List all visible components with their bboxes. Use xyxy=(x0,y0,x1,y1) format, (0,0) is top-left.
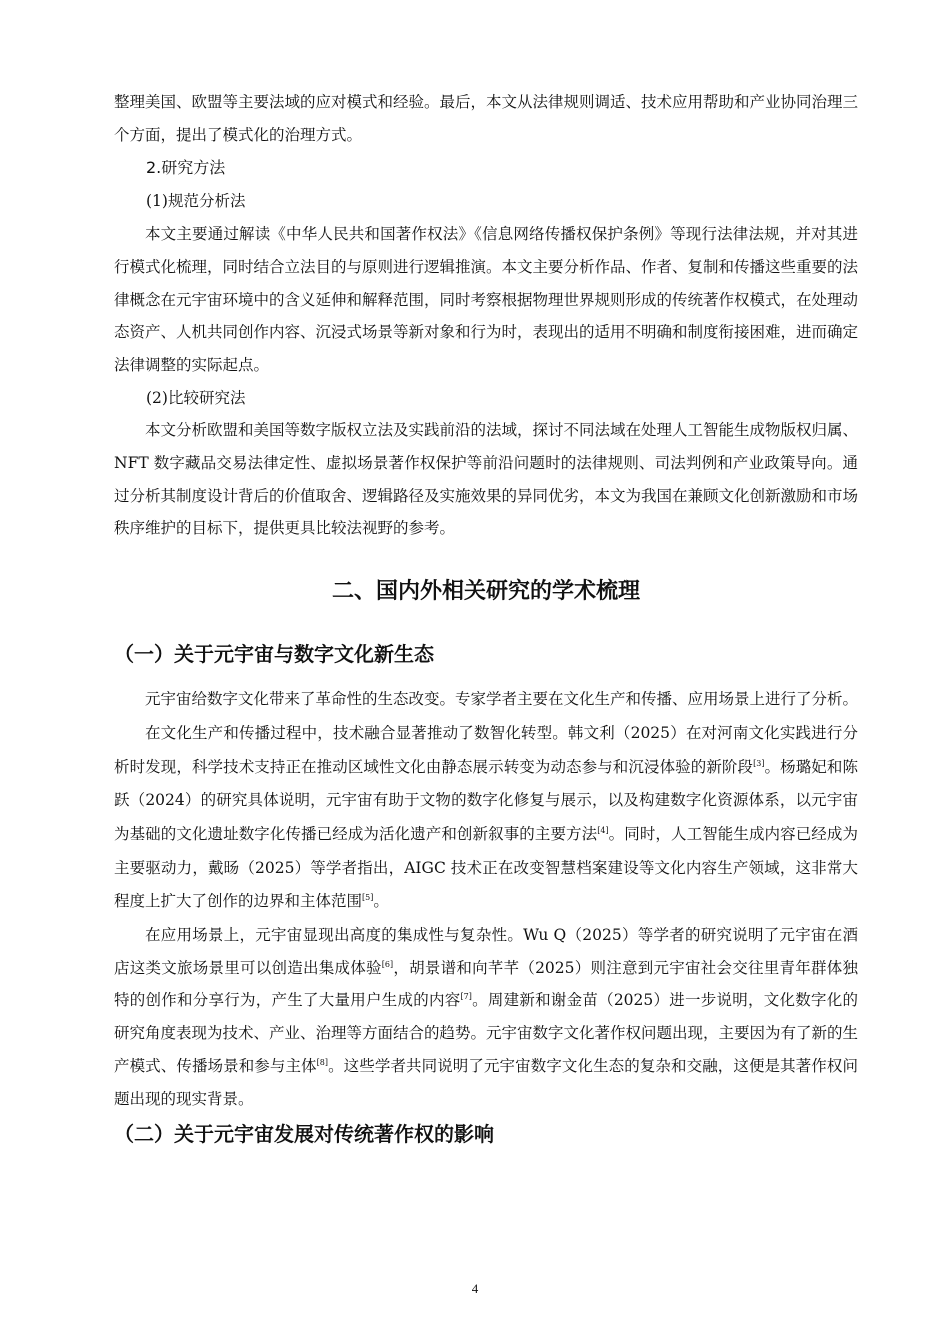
heading-normative-analysis: (1)规范分析法 xyxy=(146,192,246,211)
citation-4: [4] xyxy=(597,825,609,835)
section-1-title: （一）关于元宇宙与数字文化新生态 xyxy=(114,642,434,667)
text-run: 。 xyxy=(373,892,389,911)
text-run: 。同时，人工智能生成内容已经成为主要驱动力，戴旸（2025）等学者指出，AIGC 技术正在改变智慧档案建设等文化内容生产领域，这非常大程度上扩大了创作的边界和主体范围 xyxy=(114,824,858,911)
heading-comparative-research: (2)比较研究法 xyxy=(146,388,246,407)
text-run: 。杨璐妃和陈跃（2024）的研究具体说明，元宇宙有助于文物的数字化修复与展示，以及构建数字化资源体系，以元宇宙为基础的文化遗址数字化传播已经成为活化遗产和创新叙事的主要方法 xyxy=(114,757,858,843)
paragraph-comparative-research: 本文分析欧盟和美国等数字版权立法及实践前沿的法域，探讨不同法域在处理人工智能生成物版权归属、NFT 数字藏品交易法律定性、虚拟场景著作权保护等前沿问题时的法律规则、司法判例和产业政策导向。通过分析其制度设计背后的价值取舍、逻辑路径及实施效果的异同优劣，本文为我国在兼顾文化创新激励和市场秩序维护的目标下，提供更具比较法视野的参考。 xyxy=(114,421,859,538)
citation-5: [5] xyxy=(362,893,374,903)
text-run: 。周建新和谢金苗（2025）进一步说明，文化数字化的研究角度表现为技术、产业、治理等方面结合的趋势。元宇宙数字文化著作权问题出现，主要因为有了新的生产模式、传播场景和参与主体 xyxy=(114,991,859,1075)
heading-research-methods: 2.研究方法 xyxy=(146,158,226,178)
text-run: ，胡景谱和向芊芊（2025）则注意到元宇宙社会交往里青年群体独特的创作和分享行为，产生了大量用户生成的内容 xyxy=(114,958,858,1010)
section-1-paragraph-2 xyxy=(114,717,858,919)
section-2-title: （二）关于元宇宙发展对传统著作权的影响 xyxy=(114,1122,494,1147)
page-content xyxy=(114,86,858,1163)
section-1-paragraph-3 xyxy=(114,919,858,1115)
chapter-title: 二、国内外相关研究的学术梳理 xyxy=(331,579,640,605)
page-number: 4 xyxy=(471,1281,479,1296)
text-run: 在文化生产和传播过程中，技术融合显著推动了数智化转型。韩文利（2025）在对河南文化实践进行分析时发现，科学技术支持正在推动区域性文化由静态展示转变为动态参与和沉浸体验的新阶段 xyxy=(114,723,858,776)
citation-8: [8] xyxy=(316,1057,328,1067)
text-run: 。这些学者共同说明了元宇宙数字文化生态的复杂和交融，这便是其著作权问题出现的现实背景。 xyxy=(114,1056,858,1108)
text-run: 在应用场景上，元宇宙显现出高度的集成性与复杂性。Wu Q（2025）等学者的研究说明了元宇宙在酒店这类文旅场景里可以创造出集成体验 xyxy=(114,926,858,977)
citation-6: [6] xyxy=(381,959,394,969)
paragraph-normative-analysis: 本文主要通过解读《中华人民共和国著作权法》《信息网络传播权保护条例》等现行法律法规，并对其进行模式化梳理，同时结合立法目的与原则进行逻辑推演。本文主要分析作品、作者、复制和传播这些重要的法律概念在元宇宙环境中的含义延伸和解释范围，同时考察根据物理世界规则形成的传统著作权模式，在处理动态资产、人机共同创作内容、沉浸式场景等新对象和行为时，表现出的适用不明确和制度衔接困难，进而确定法律调整的实际起点。 xyxy=(114,225,859,374)
paragraph-intro-tail: 整理美国、欧盟等主要法域的应对模式和经验。最后，本文从法律规则调适、技术应用帮助和产业协同治理三个方面，提出了模式化的治理方式。 xyxy=(114,93,859,144)
citation-3: [3] xyxy=(753,758,765,768)
citation-7: [7] xyxy=(460,992,472,1002)
section-1-paragraph-1: 元宇宙给数字文化带来了革命性的生态改变。专家学者主要在文化生产和传播、应用场景上进行了分析。 xyxy=(145,690,859,709)
